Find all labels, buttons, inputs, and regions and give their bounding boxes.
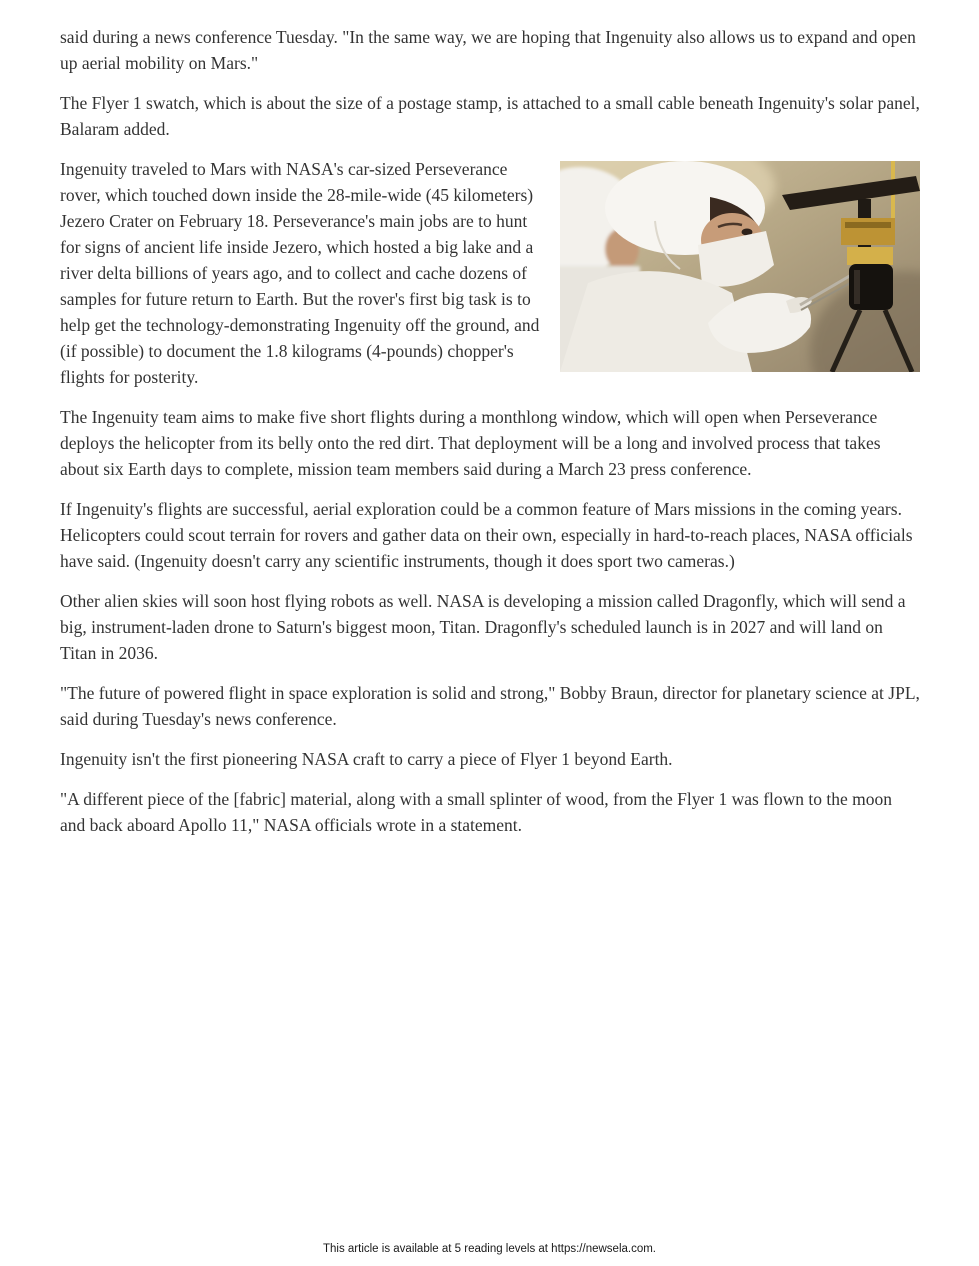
article-paragraph: Ingenuity traveled to Mars with NASA's car-sized Perseverance rover, which touched down inside the 28-mile-wide (45 kilometers) Jezero Crater on February 18. Perseverance's main jobs are to hunt for signs of ancient life inside Jezero, which hosted a big lake and a river delta billions of years ago, and to collect and cache dozens of samples for future return to Earth. But the rover's first big task is to help get the technology-demonstrating Ingenuity off the ground, and (if possible) to document the 1.8 kilograms (4-pounds) chopper's flights for posterity.: [60, 159, 540, 387]
cleanroom-photo-illustration: [560, 161, 920, 372]
article-paragraph: Other alien skies will soon host flying robots as well. NASA is developing a mission called Dragonfly, which will send a big, instrument-laden drone to Saturn's biggest moon, Titan. Dragonfly's scheduled launch is in 2027 and will land on Titan in 2036.: [60, 591, 906, 663]
article-paragraph: If Ingenuity's flights are successful, aerial exploration could be a common feature of Mars missions in the coming years. Helicopters could scout terrain for rovers and gather data on their own, especially in hard-to-reach places, NASA officials have said. (Ingenuity doesn't carry any scientific instruments, though it does sport two cameras.): [60, 499, 913, 571]
article-paragraph: The Flyer 1 swatch, which is about the size of a postage stamp, is attached to a small cable beneath Ingenuity's solar panel, Balaram added.: [60, 93, 920, 139]
article-paragraph: The Ingenuity team aims to make five short flights during a monthlong window, which will open when Perseverance deploys the helicopter from its belly onto the red dirt. That deployment will be a long and involved process that takes about six Earth days to complete, mission team members said during a March 23 press conference.: [60, 407, 881, 479]
article-paragraph: Ingenuity isn't the first pioneering NASA craft to carry a piece of Flyer 1 beyond Earth.: [60, 749, 673, 769]
article-paragraph: said during a news conference Tuesday. "In the same way, we are hoping that Ingenuity also allows us to expand and open up aerial mobility on Mars.": [60, 27, 916, 73]
reading-levels-footer: This article is available at 5 reading levels at https://newsela.com.: [322, 1243, 657, 1255]
article-paragraph: "The future of powered flight in space exploration is solid and strong," Bobby Braun, director for planetary science at JPL, said during Tuesday's news conference.: [60, 683, 920, 729]
article-photo: [560, 161, 920, 372]
article-paragraph: "A different piece of the [fabric] material, along with a small splinter of wood, from the Flyer 1 was flown to the moon and back aboard Apollo 11," NASA officials wrote in a statement.: [60, 789, 893, 835]
